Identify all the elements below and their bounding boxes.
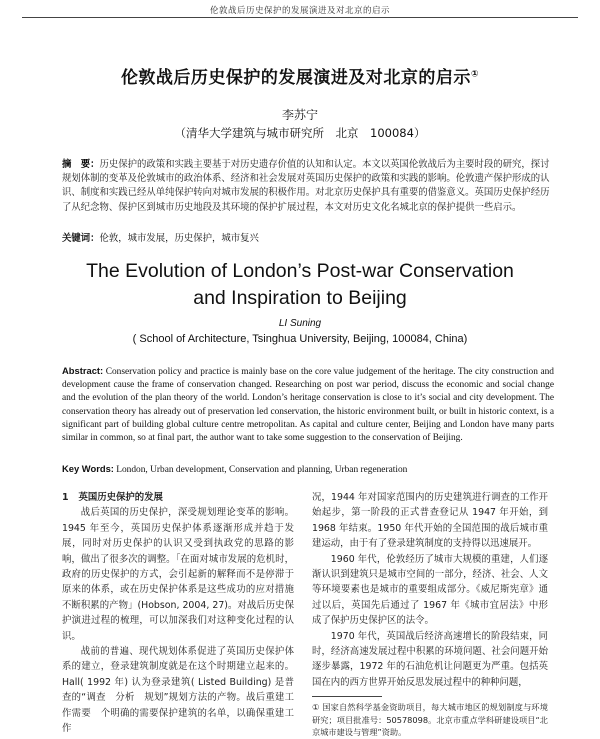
title-footnote-mark: ① — [470, 69, 480, 80]
body-paragraph: 1970 年代，英国战后经济高速增长的阶段结束，同时，经济高速发展过程中积累的环境问题、社会问题开始逐步暴露，1972 年的石油危机让问题更为严重。包括英国在内的西方世界开始反思发展过程中的种种问题， — [312, 630, 548, 688]
english-keywords-text: London, Urban development, Conservation and planning, Urban regeneration — [116, 465, 408, 475]
english-title — [30, 258, 570, 312]
english-abstract — [62, 364, 554, 445]
running-header: 伦敦战后历史保护的发展演进及对北京的启示 — [209, 6, 390, 16]
english-author: LI Suning — [278, 318, 322, 329]
body-paragraph: 1960 年代，伦敦经历了城市大规模的重建，人们逐渐认识到建筑只是城市空间的一部分，经济、社会、人文等环境要素也是城市的重要组成部分。《威尼斯宪章》通过以后，英国先后通过了 1967 年《城市宜居法》中形成了保护历史保护区的法令。 — [312, 553, 548, 627]
header-rule — [22, 17, 578, 18]
body-paragraph: 战后英国的历史保护，深受规划理论变革的影响。1945 年至今，英国历史保护体系逐渐形成并趋于发展，同时对历史保护的认识又受到执政党的思路的影响，做出了很多次的调整。「在面对城市发展的危机时，政府的历史保护的方式，会引起新的解释而不是停滞于原来的体系，或在历史保护体系是这些成功的应对措施不断积累的产物」(Hobson, 2004, 27)。对战后历史保护演进过程的梳理，可以加深我们对这种变化过程的认识。 — [62, 507, 294, 642]
chinese-title-text: 伦敦战后历史保护的发展演进及对北京的启示 — [120, 68, 471, 88]
chinese-affiliation: （清华大学建筑与城市研究所 北京 100084） — [174, 126, 426, 140]
chinese-keywords-label: 关键词： — [62, 233, 100, 244]
english-title-line-1: The Evolution of London’s Post-war Conservation — [86, 260, 514, 282]
section-heading — [62, 490, 294, 505]
english-keywords — [62, 463, 554, 475]
body-paragraph: 战前的普遍、现代规划体系促进了英国历史保护体系的建立，登录建筑制度就是在这个时期建立起来的。Hall( 1992 年) 认为登录建筑( Listed Building) 是普查的“调查 分析 规划”规划方法的产物。战后重建工作需要 个明确的需要保护建筑的名单，以确保重建工作 — [62, 646, 294, 735]
english-keywords-label: Key Words: — [62, 463, 114, 474]
footnote: ① 国家自然科学基金资助项目，每大城市地区的规划制度与环境研究；项目批准号：50578098。北京市重点学科研建设项目“北京城市建设与管理”资助。 — [312, 702, 548, 738]
footnote-rule — [312, 696, 382, 697]
left-column — [62, 490, 294, 737]
chinese-abstract-label: 摘 要： — [62, 159, 100, 170]
chinese-keywords — [62, 230, 554, 244]
chinese-keywords-text: 伦敦，城市发展，历史保护，城市复兴 — [99, 233, 259, 244]
english-abstract-label: Abstract: — [62, 365, 104, 376]
chinese-abstract-text: 历史保护的政策和实践主要基于对历史遗存价值的认知和认定。本文以英国伦敦战后为主要时段的研究，探讨规划体制的变革及伦敦城市的政治体系、经济和社会发展对英国历史保护的政策和实践的影响。伦敦遗产保护形成的认识、制度和实践已经从单纯保护转向对城市发展的积极作用。对北京历史保护具有重要的借鉴意义。英国历史保护经历了从纪念物、保护区到城市历史地段及其环境的保护扩展过程，本文对历史文化名城北京的保护提供一些启示。 — [62, 159, 550, 213]
english-abstract-text: Conservation policy and practice is mainly base on the core value judgement of the heritage. The city construction and development cause the frame of conservation changed. Researching on post war period, discuss the economic and social change and the evolution of the plan theory of the world. London’s heritage conservation is close to it’s social and city development. The conservation theory has already out of preservation led conservation, the historic environment built, or built in historic context, is a significant part of building global culture centre metropolitan. As capital and culture center, Beijing and London have many parts similar in common, so at final part, the author want to take some suggestion to the conservation of Beijing. — [62, 367, 554, 444]
chinese-author: 李苏宁 — [281, 108, 318, 122]
english-title-line-2: and Inspiration to Beijing — [193, 287, 407, 309]
chinese-title — [40, 63, 560, 88]
right-column — [312, 490, 548, 739]
chinese-abstract — [62, 158, 554, 215]
section-number: 1 — [62, 492, 69, 503]
section-title: 英国历史保护的发展 — [78, 492, 163, 503]
body-paragraph: 况，1944 年对国家范围内的历史建筑进行调查的工作开始起步，第一阶段的正式普查登记从 1947 年开始，到 1968 年结束。1950 年代开始的全国范围的战后城市重建运动，由于有了登录建筑制度的支持得以迅速展开。 — [312, 492, 548, 550]
english-affiliation: ( School of Architecture, Tsinghua University, Beijing, 100084, China) — [132, 333, 468, 345]
